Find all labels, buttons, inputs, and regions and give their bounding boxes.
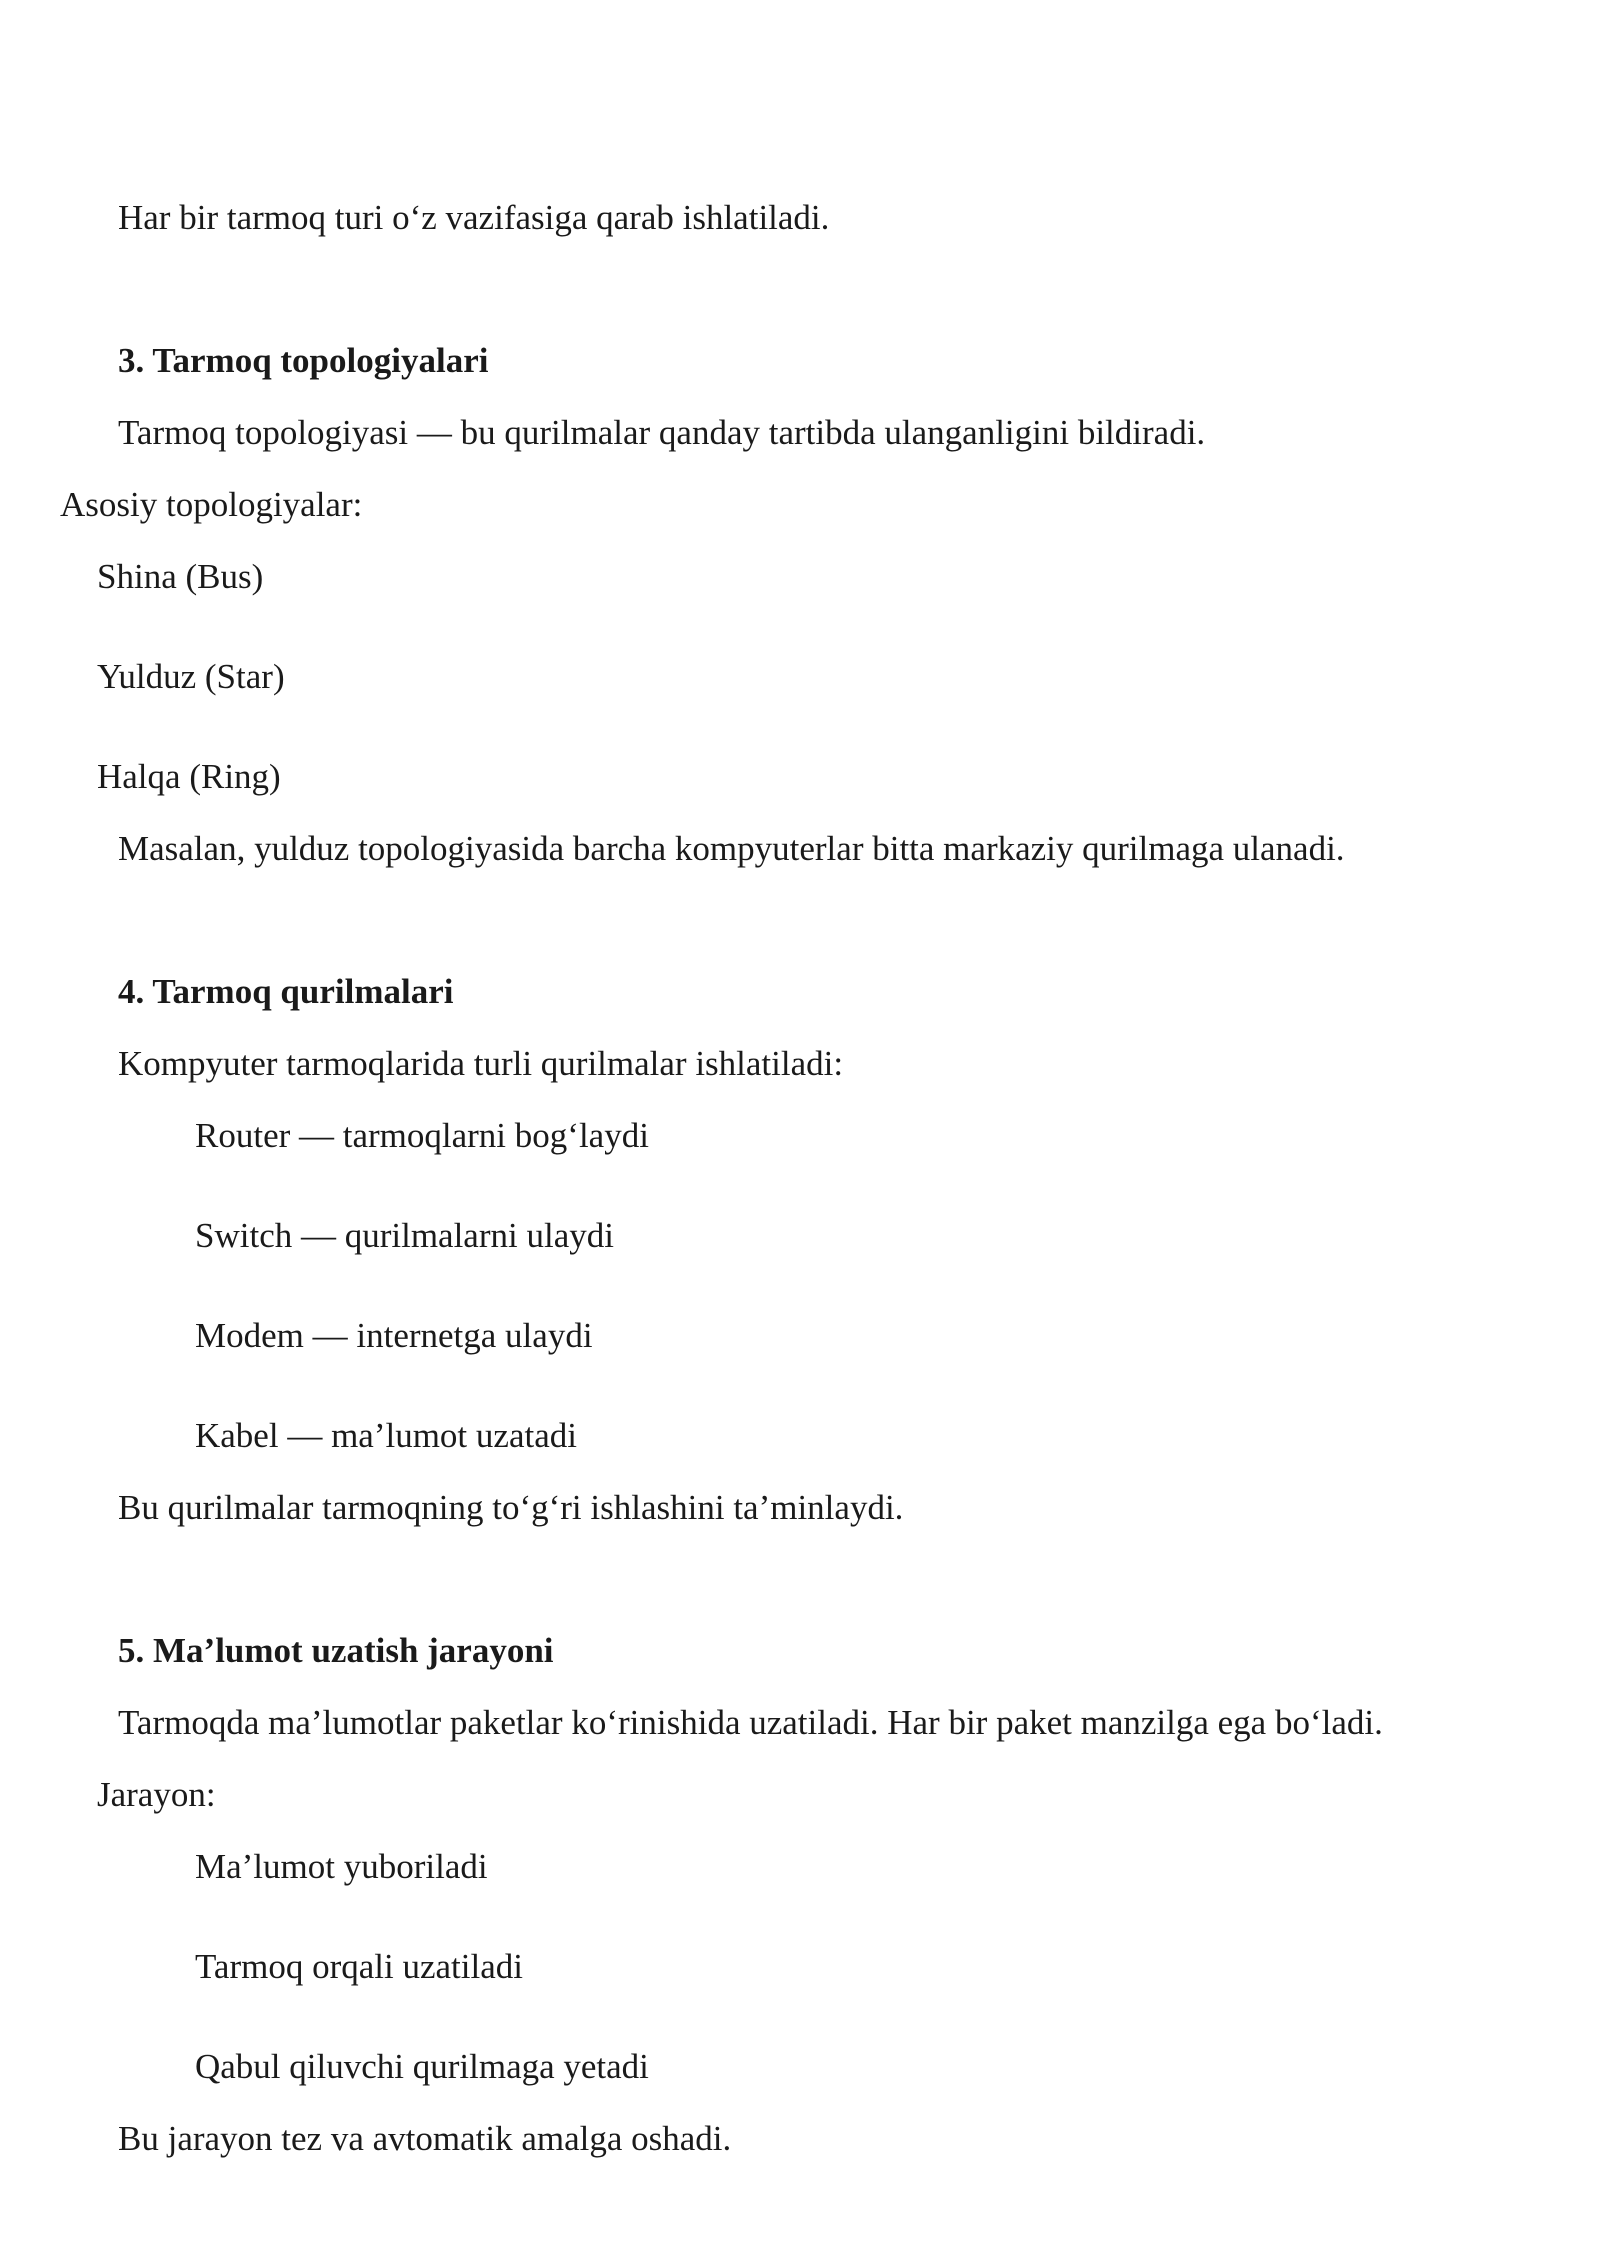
section-4-closing: Bu qurilmalar tarmoqning to‘g‘ri ishlashini ta’minlaydi. xyxy=(118,1488,904,1527)
process-step-receive: Qabul qiluvchi qurilmaga yetadi xyxy=(195,2047,649,2086)
section-5-closing: Bu jarayon tez va avtomatik amalga oshadi. xyxy=(118,2119,732,2158)
section-3-definition: Tarmoq topologiyasi — bu qurilmalar qanday tartibda ulanganligini bildiradi. xyxy=(118,413,1206,452)
section-5-heading: 5. Ma’lumot uzatish jarayoni xyxy=(118,1631,554,1670)
process-step-send: Ma’lumot yuboriladi xyxy=(195,1847,488,1886)
section-5-list-intro: Jarayon: xyxy=(97,1775,216,1814)
section-4-intro: Kompyuter tarmoqlarida turli qurilmalar ishlatiladi: xyxy=(118,1044,844,1083)
section-5-intro: Tarmoqda ma’lumotlar paketlar ko‘rinishida uzatiladi. Har bir paket manzilga ega bo‘ladi. xyxy=(118,1703,1383,1742)
section-3-list-intro: Asosiy topologiyalar: xyxy=(60,485,363,524)
device-item-router: Router — tarmoqlarni bog‘laydi xyxy=(195,1116,649,1155)
device-item-switch: Switch — qurilmalarni ulaydi xyxy=(195,1216,614,1255)
process-step-transmit: Tarmoq orqali uzatiladi xyxy=(195,1947,523,1986)
topology-item-bus: Shina (Bus) xyxy=(97,557,264,596)
topology-item-ring: Halqa (Ring) xyxy=(97,757,281,796)
topology-item-star: Yulduz (Star) xyxy=(97,657,285,696)
device-item-modem: Modem — internetga ulaydi xyxy=(195,1316,593,1355)
section-3-example: Masalan, yulduz topologiyasida barcha kompyuterlar bitta markaziy qurilmaga ulanadi. xyxy=(118,829,1345,868)
device-item-cable: Kabel — ma’lumot uzatadi xyxy=(195,1416,577,1455)
intro-closing-paragraph: Har bir tarmoq turi o‘z vazifasiga qarab ishlatiladi. xyxy=(118,198,830,237)
section-4-heading: 4. Tarmoq qurilmalari xyxy=(118,972,454,1011)
section-3-heading: 3. Tarmoq topologiyalari xyxy=(118,341,489,380)
